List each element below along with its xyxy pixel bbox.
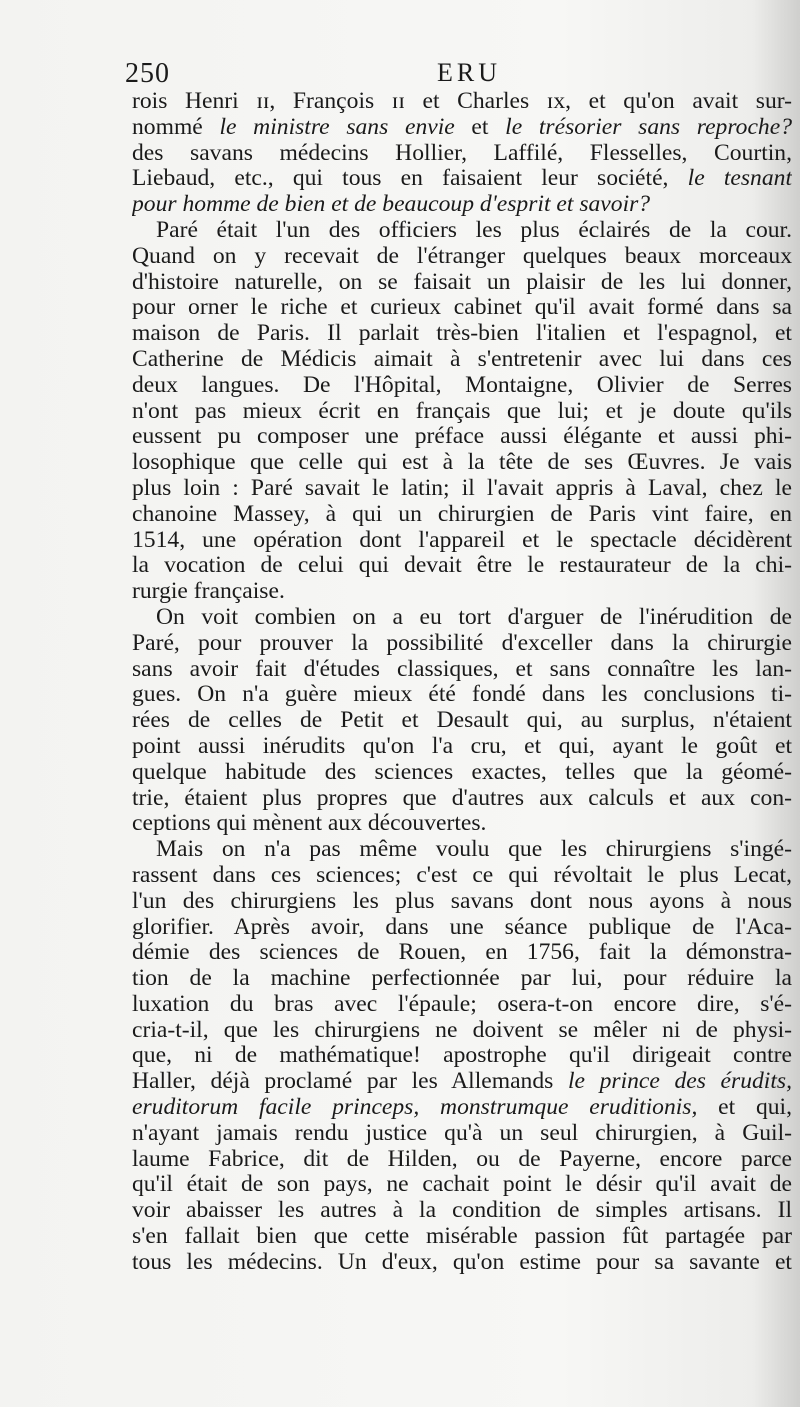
italic-text: le tesnant [687, 166, 792, 192]
text-line [132, 1069, 792, 1095]
text-line: s'en fallait bien que cette misérable passion fût partagée par [132, 1224, 792, 1250]
text-line [132, 192, 792, 218]
text-line: ceptions qui mènent aux découvertes. [132, 811, 487, 837]
text-line: eussent pu composer une préface aussi élégante et aussi phi- [132, 424, 792, 450]
text-segment: nommé [132, 114, 220, 140]
text-line: rées de celles de Petit et Desault qui, au surplus, n'étaient [132, 708, 792, 734]
text-line: rois Henri ɪɪ, François ɪɪ et Charles ɪx, et qu'on avait sur- [132, 89, 792, 114]
text-line: laume Fabrice, dit de Hilden, ou de Payerne, encore parce [132, 1146, 792, 1172]
text-line: que, ni de mathématique! apostrophe qu'il dirigeait contre [132, 1043, 792, 1069]
text-line: qu'il était de son pays, ne cachait point le désir qu'il avait de [132, 1172, 792, 1198]
text-line: la vocation de celui qui devait être le restaurateur de la chi- [132, 553, 792, 579]
text-line: d'histoire naturelle, on se faisait un plaisir de les lui donner, [132, 269, 792, 295]
text-line: n'ont pas mieux écrit en français que lui; et je doute qu'ils [132, 398, 792, 424]
text-line: tion de la machine perfectionnée par lui, pour réduire la [132, 966, 792, 992]
running-head: ERU [437, 58, 501, 87]
text-line: chanoine Massey, à qui un chirurgien de Paris vint faire, en [132, 501, 792, 527]
text-segment: Liebaud, etc., qui tous en faisaient leur société, [132, 166, 688, 192]
text-line: sans avoir fait d'études classiques, et sans connaître les lan- [132, 656, 792, 682]
text-line [132, 115, 792, 141]
italic-text: pour homme de bien et de beaucoup d'esprit et savoir? [132, 192, 651, 218]
body-text [132, 89, 792, 1276]
text-line: losophique que celle qui est à la tête de ses Œuvres. Je vais [132, 450, 792, 476]
text-line: n'ayant jamais rendu justice qu'à un seul chirurgien, à Guil- [132, 1120, 792, 1146]
text-line: maison de Paris. Il parlait très-bien l'italien et l'espagnol, et [132, 321, 792, 347]
text-line: glorifier. Après avoir, dans une séance publique de l'Aca- [132, 914, 792, 940]
text-line: luxation du bras avec l'épaule; osera-t-on encore dire, s'é- [132, 991, 792, 1017]
text-line: Paré était l'un des officiers les plus éclairés de la cour. [156, 217, 792, 243]
text-line: rurgie française. [132, 579, 285, 605]
text-line [132, 166, 792, 192]
text-line: On voit combien on a eu tort d'arguer de l'inérudition de [156, 604, 792, 630]
text-line: pour orner le riche et curieux cabinet qu'il avait formé dans sa [132, 295, 792, 321]
page-number: 250 [125, 58, 170, 89]
text-line: quelque habitude des sciences exactes, telles que la géomé- [132, 759, 792, 785]
text-line: Catherine de Médicis aimait à s'entretenir avec lui dans ces [132, 346, 792, 372]
text-line: l'un des chirurgiens les plus savans dont nous ayons à nous [132, 888, 792, 914]
text-line: tous les médecins. Un d'eux, qu'on estime pour sa savante et [132, 1249, 792, 1275]
italic-text: le ministre sans envie [219, 114, 455, 140]
text-line: des savans médecins Hollier, Laffilé, Flesselles, Courtin, [132, 140, 792, 166]
text-segment: et [454, 114, 506, 140]
text-line: Paré, pour prouver la possibilité d'exceller dans la chirurgie [132, 630, 792, 656]
text-line: Mais on n'a pas même voulu que les chirurgiens s'ingé- [156, 837, 792, 863]
italic-text: le trésorier sans reproche? [505, 114, 792, 140]
text-line: point aussi inérudits qu'on l'a cru, et qui, ayant le goût et [132, 733, 792, 759]
page-header [125, 58, 785, 90]
text-line: démie des sciences de Rouen, en 1756, fait la démonstra- [132, 940, 792, 966]
text-line: plus loin : Paré savait le latin; il l'avait appris à Laval, chez le [132, 475, 792, 501]
text-line: deux langues. De l'Hôpital, Montaigne, Olivier de Serres [132, 372, 792, 398]
text-line: cria-t-il, que les chirurgiens ne doivent se mêler ni de physi- [132, 1017, 792, 1043]
text-line: 1514, une opération dont l'appareil et le spectacle décidèrent [132, 527, 792, 553]
text-line: rassent dans ces sciences; c'est ce qui révoltait le plus Lecat, [132, 862, 792, 888]
text-line: gues. On n'a guère mieux été fondé dans les conclusions ti- [132, 682, 792, 708]
text-line [132, 1095, 792, 1121]
text-line: voir abaisser les autres à la condition de simples artisans. Il [132, 1198, 792, 1224]
italic-text: eruditorum facile princeps, monstrumque eruditionis, [132, 1095, 698, 1121]
text-segment: et qui, [697, 1095, 792, 1121]
italic-text: le prince des érudits, [567, 1069, 792, 1095]
text-segment: Haller, déjà proclamé par les Allemands [132, 1069, 568, 1095]
text-line: trie, étaient plus propres que d'autres aux calculs et aux con- [132, 785, 792, 811]
text-line: Quand on y recevait de l'étranger quelques beaux morceaux [132, 243, 792, 269]
